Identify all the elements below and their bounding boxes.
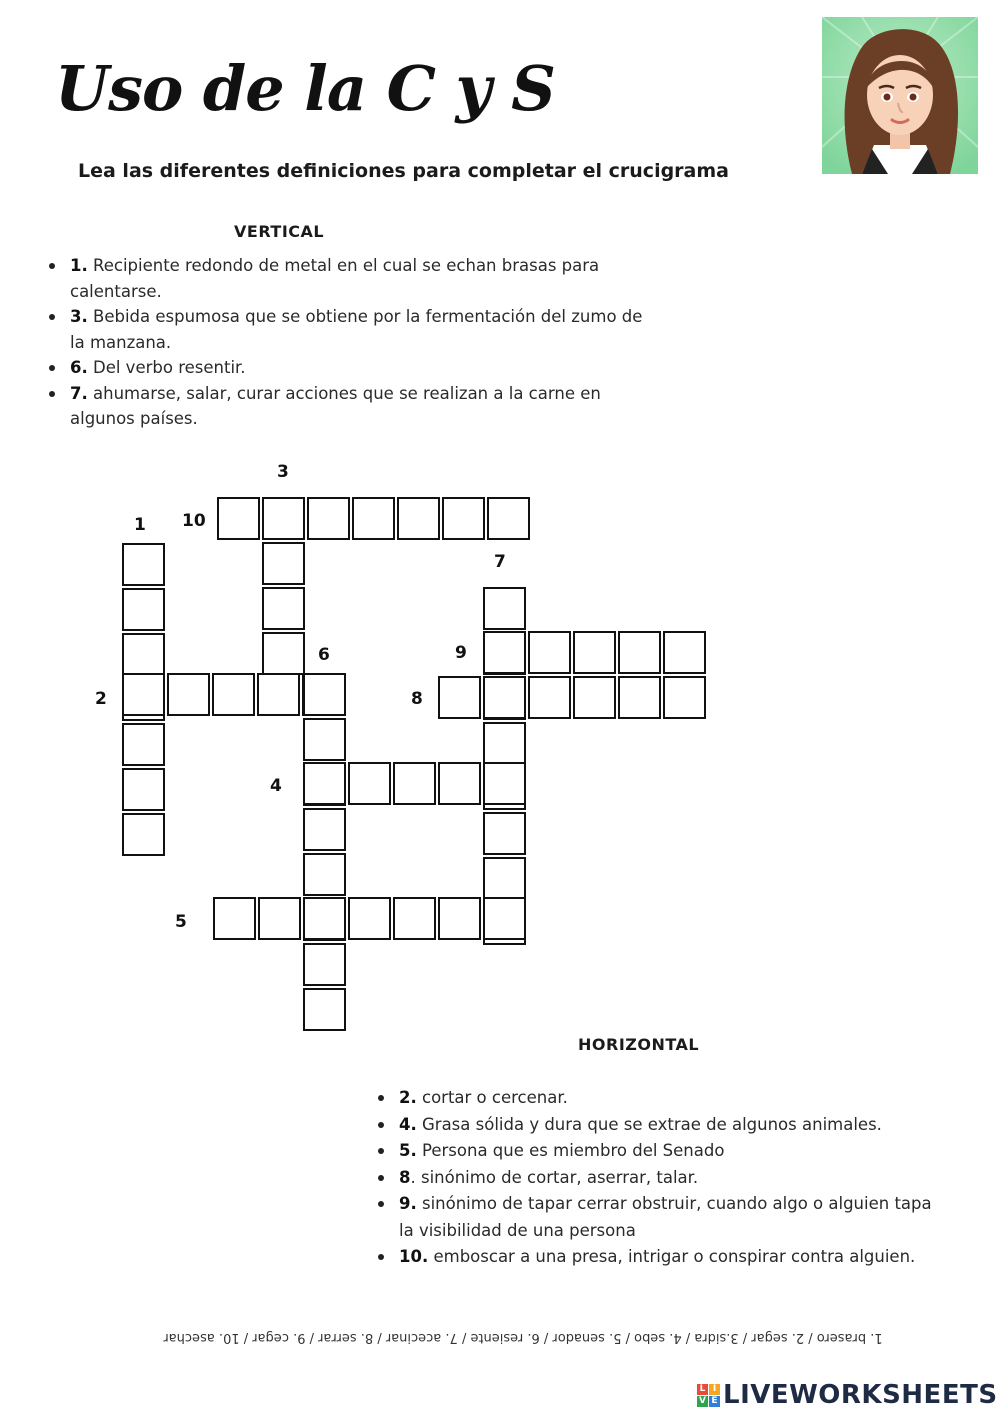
- crossword-cell[interactable]: [303, 943, 346, 986]
- answer-key-upside-down: 1. brasero / 2. segar / 3.sidra / 4. sebo / 5. senador / 6. resiente / 7. acecinar / 8. serrar / 9. cegar / 10. asechar: [163, 1330, 883, 1345]
- logo-letter: L: [697, 1384, 708, 1395]
- crossword-cell[interactable]: [483, 631, 526, 674]
- crossword-cell[interactable]: [262, 632, 305, 675]
- logo-letter: I: [709, 1384, 720, 1395]
- liveworksheets-logo: [697, 1378, 998, 1412]
- crossword-cell[interactable]: [528, 676, 571, 719]
- crossword-cell[interactable]: [483, 857, 526, 900]
- crossword-cell[interactable]: [487, 497, 530, 540]
- clue-number-8: 8: [411, 689, 423, 709]
- clue-vertical-3: 3. Bebida espumosa que se obtiene por la fermentación del zumo de la manzana.: [49, 304, 659, 355]
- crossword-cell[interactable]: [122, 768, 165, 811]
- crossword-cell[interactable]: [663, 631, 706, 674]
- crossword-cell[interactable]: [483, 812, 526, 855]
- crossword-cell[interactable]: [122, 673, 165, 716]
- logo-letter: E: [709, 1396, 720, 1407]
- crossword-cell[interactable]: [442, 497, 485, 540]
- clue-vertical-6: 6. Del verbo resentir.: [49, 355, 659, 381]
- crossword-cell[interactable]: [483, 897, 526, 940]
- clue-number-4: 4: [270, 776, 282, 796]
- crossword-cell[interactable]: [483, 676, 526, 719]
- clue-number-1: 1: [134, 515, 146, 535]
- crossword-cell[interactable]: [303, 718, 346, 761]
- crossword-cell[interactable]: [483, 722, 526, 765]
- clue-vertical-1: 1. Recipiente redondo de metal en el cual se echan brasas para calentarse.: [49, 253, 659, 304]
- crossword-cell[interactable]: [397, 497, 440, 540]
- vertical-heading: VERTICAL: [234, 222, 325, 241]
- logo-text: LIVEWORKSHEETS: [723, 1380, 998, 1410]
- crossword-cell[interactable]: [262, 497, 305, 540]
- crossword-cell[interactable]: [438, 897, 481, 940]
- crossword-cell[interactable]: [348, 897, 391, 940]
- clue-horizontal-9: 9. sinónimo de tapar cerrar obstruir, cuando algo o alguien tapa la visibilidad de una persona: [378, 1191, 938, 1244]
- crossword-cell[interactable]: [262, 587, 305, 630]
- crossword-cell[interactable]: [303, 808, 346, 851]
- crossword-cell[interactable]: [257, 673, 300, 716]
- crossword-cell[interactable]: [573, 676, 616, 719]
- clue-horizontal-8: 8. sinónimo de cortar, aserrar, talar.: [378, 1165, 938, 1192]
- instructions: Lea las diferentes definiciones para completar el crucigrama: [78, 160, 729, 182]
- clue-number-9: 9: [455, 643, 467, 663]
- crossword-cell[interactable]: [483, 587, 526, 630]
- logo-letter: V: [697, 1396, 708, 1407]
- clue-horizontal-5: 5. Persona que es miembro del Senado: [378, 1138, 938, 1165]
- logo-mark-icon: [697, 1384, 720, 1407]
- crossword-cell[interactable]: [262, 542, 305, 585]
- clue-horizontal-10: 10. emboscar a una presa, intrigar o conspirar contra alguien.: [378, 1244, 938, 1271]
- crossword-cell[interactable]: [393, 897, 436, 940]
- clue-number-6: 6: [318, 645, 330, 665]
- worksheet-title: Uso de la C y S: [55, 52, 555, 125]
- horizontal-clue-list: [378, 1085, 938, 1271]
- crossword-cell[interactable]: [303, 988, 346, 1031]
- crossword-cell[interactable]: [213, 897, 256, 940]
- crossword-cell[interactable]: [393, 762, 436, 805]
- crossword-cell[interactable]: [122, 588, 165, 631]
- clue-number-3: 3: [277, 462, 289, 482]
- crossword-cell[interactable]: [618, 676, 661, 719]
- clue-horizontal-4: 4. Grasa sólida y dura que se extrae de algunos animales.: [378, 1112, 938, 1139]
- crossword-cell[interactable]: [483, 762, 526, 805]
- crossword-cell[interactable]: [303, 762, 346, 805]
- crossword-cell[interactable]: [663, 676, 706, 719]
- crossword-cell[interactable]: [573, 631, 616, 674]
- clue-number-2: 2: [95, 689, 107, 709]
- clue-horizontal-2: 2. cortar o cercenar.: [378, 1085, 938, 1112]
- crossword-cell[interactable]: [438, 676, 481, 719]
- crossword-cell[interactable]: [303, 897, 346, 940]
- crossword-cell[interactable]: [212, 673, 255, 716]
- clue-number-7: 7: [494, 552, 506, 572]
- crossword-cell[interactable]: [352, 497, 395, 540]
- clue-number-10: 10: [182, 511, 206, 531]
- crossword-cell[interactable]: [122, 543, 165, 586]
- crossword-cell[interactable]: [307, 497, 350, 540]
- crossword-cell[interactable]: [618, 631, 661, 674]
- clue-number-5: 5: [175, 912, 187, 932]
- horizontal-heading: HORIZONTAL: [578, 1035, 700, 1054]
- crossword-cell[interactable]: [348, 762, 391, 805]
- crossword-cell[interactable]: [438, 762, 481, 805]
- crossword-cell[interactable]: [217, 497, 260, 540]
- crossword-cell[interactable]: [303, 853, 346, 896]
- crossword-cell[interactable]: [528, 631, 571, 674]
- crossword-cell[interactable]: [167, 673, 210, 716]
- crossword-cell[interactable]: [258, 897, 301, 940]
- crossword-cell[interactable]: [303, 673, 346, 716]
- crossword-cell[interactable]: [122, 813, 165, 856]
- crossword-cell[interactable]: [122, 723, 165, 766]
- clue-vertical-7: 7. ahumarse, salar, curar acciones que se realizan a la carne en algunos países.: [49, 381, 659, 432]
- crossword-cell[interactable]: [122, 633, 165, 676]
